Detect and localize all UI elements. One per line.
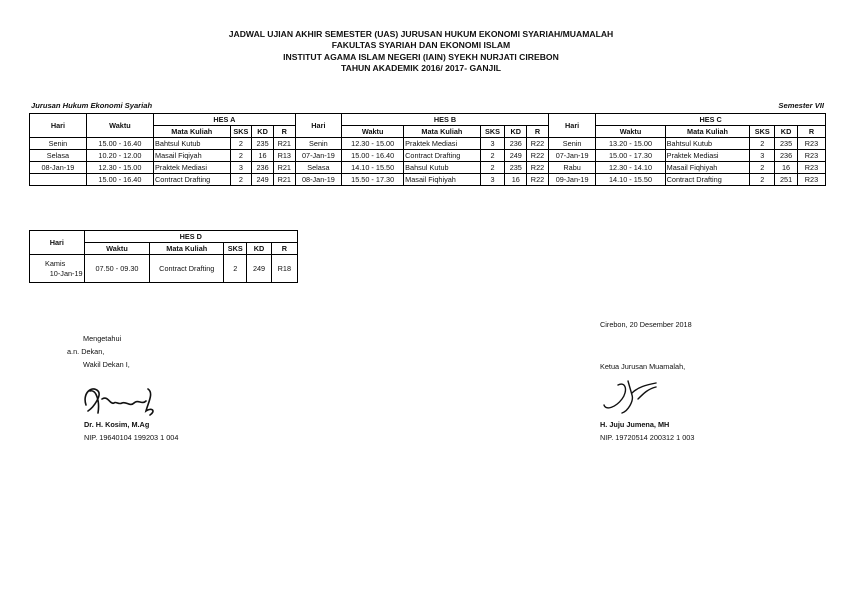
mk-cell: Masail Fiqhiyah: [404, 174, 480, 186]
left-signer-name: Dr. H. Kosim, M.Ag: [84, 420, 150, 429]
hari-cell: [30, 255, 85, 283]
group-hes-c: HES C: [596, 114, 826, 126]
semester-label: Semester VII: [778, 101, 824, 110]
kd-cell: 249: [252, 174, 274, 186]
sks-cell: 3: [480, 174, 505, 186]
sks-cell: 2: [750, 138, 775, 150]
col-kd-d: KD: [247, 243, 271, 255]
kd-cell: 236: [252, 162, 274, 174]
col-sks-a: SKS: [230, 126, 252, 138]
kd-cell: 236: [775, 150, 798, 162]
table-row: [30, 255, 298, 283]
kd-cell: 249: [247, 255, 271, 283]
document-header: [0, 29, 842, 75]
col-mk-c: Mata Kuliah: [665, 126, 750, 138]
title-line-1: JADWAL UJIAN AKHIR SEMESTER (UAS) JURUSAN HUKUM EKONOMI SYARIAH/MUAMALAH: [228, 29, 614, 39]
mk-cell: Bahsul Kutub: [404, 162, 480, 174]
col-r-d: R: [271, 243, 297, 255]
col-waktu-a: Waktu: [86, 114, 153, 138]
ketua-jurusan-title: Ketua Jurusan Muamalah,: [600, 362, 686, 371]
sks-cell: 2: [230, 150, 252, 162]
col-mk-a: Mata Kuliah: [154, 126, 230, 138]
mengetahui-text: Mengetahui: [83, 334, 122, 343]
col-sks-b: SKS: [480, 126, 505, 138]
col-hari-c: Hari: [548, 114, 596, 138]
mk-cell: Contract Drafting: [150, 255, 224, 283]
mk-cell: Contract Drafting: [154, 174, 230, 186]
sks-cell: 3: [480, 138, 505, 150]
col-r-c: R: [797, 126, 825, 138]
group-hes-b: HES B: [342, 114, 549, 126]
hari-cell: 07-Jan-19: [548, 150, 596, 162]
waktu-cell: 14.10 - 15.50: [596, 174, 665, 186]
table-row: [30, 138, 826, 150]
sks-cell: 2: [230, 174, 252, 186]
col-kd-c: KD: [775, 126, 798, 138]
kd-cell: 251: [775, 174, 798, 186]
left-signature-block: [67, 332, 130, 371]
title-line-4: TAHUN AKADEMIK 2016/ 2017- GANJIL: [341, 63, 501, 74]
col-kd-b: KD: [505, 126, 527, 138]
waktu-cell: 12.30 - 15.00: [342, 138, 404, 150]
place-date: Cirebon, 20 Desember 2018: [600, 320, 692, 329]
col-hari-d: Hari: [30, 231, 85, 255]
waktu-cell: 15.00 - 16.40: [86, 174, 153, 186]
col-waktu-b: Waktu: [342, 126, 404, 138]
waktu-cell: 15.50 - 17.30: [342, 174, 404, 186]
sks-cell: 2: [750, 174, 775, 186]
col-waktu-d: Waktu: [84, 243, 150, 255]
signature-image-left: [80, 381, 162, 421]
r-cell: R13: [273, 150, 295, 162]
sks-cell: 2: [230, 138, 252, 150]
r-cell: R23: [797, 138, 825, 150]
mk-cell: Praktek Mediasi: [665, 150, 750, 162]
r-cell: R23: [797, 174, 825, 186]
group-hes-d: HES D: [84, 231, 297, 243]
waktu-cell: 10.20 - 12.00: [86, 150, 153, 162]
waktu-cell: 15.00 - 16.40: [86, 138, 153, 150]
signature-image-right: [598, 377, 664, 417]
mk-cell: Contract Drafting: [665, 174, 750, 186]
sks-cell: 2: [480, 150, 505, 162]
r-cell: R23: [797, 162, 825, 174]
kd-cell: 235: [775, 138, 798, 150]
sks-cell: 3: [230, 162, 252, 174]
left-signer-nip: NIP. 19640104 199203 1 004: [84, 433, 179, 442]
hari-cell: Rabu: [548, 162, 596, 174]
hari-cell: [30, 174, 87, 186]
kd-cell: 235: [252, 138, 274, 150]
table-row: [30, 174, 826, 186]
schedule-table-abc: [29, 113, 826, 186]
wakil-dekan-text: Wakil Dekan I,: [83, 360, 130, 369]
r-cell: R18: [271, 255, 297, 283]
group-hes-a: HES A: [154, 114, 296, 126]
waktu-cell: 15.00 - 16.40: [342, 150, 404, 162]
kd-cell: 249: [505, 150, 527, 162]
col-mk-b: Mata Kuliah: [404, 126, 480, 138]
schedule-table-hes-d: [29, 230, 298, 283]
waktu-cell: 14.10 - 15.50: [342, 162, 404, 174]
title-line-3: INSTITUT AGAMA ISLAM NEGERI (IAIN) SYEKH NURJATI CIREBON: [283, 51, 559, 62]
kd-cell: 236: [505, 138, 527, 150]
hari-cell: Senin: [295, 138, 342, 150]
r-cell: R21: [273, 162, 295, 174]
mk-cell: Masail Fiqhiyah: [665, 162, 750, 174]
hari-day: Kamis: [45, 258, 66, 268]
col-hari-b: Hari: [295, 114, 342, 138]
hari-cell: 09-Jan-19: [548, 174, 596, 186]
mk-cell: Bahtsul Kutub: [665, 138, 750, 150]
jurusan-label: Jurusan Hukum Ekonomi Syariah: [31, 101, 153, 110]
kd-cell: 16: [252, 150, 274, 162]
kd-cell: 16: [505, 174, 527, 186]
hari-date: 10-Jan-19: [49, 268, 83, 278]
hari-cell: 07-Jan-19: [295, 150, 342, 162]
hari-cell: 08-Jan-19: [30, 162, 87, 174]
sks-cell: 2: [480, 162, 505, 174]
hari-cell: Selasa: [30, 150, 87, 162]
col-r-a: R: [273, 126, 295, 138]
table-row: [30, 150, 826, 162]
col-hari-a: Hari: [30, 114, 87, 138]
r-cell: R22: [527, 138, 549, 150]
hari-cell: Senin: [30, 138, 87, 150]
col-kd-a: KD: [252, 126, 274, 138]
col-mk-d: Mata Kuliah: [150, 243, 224, 255]
right-signer-name: H. Juju Jumena, MH: [600, 420, 670, 429]
mk-cell: Praktek Mediasi: [404, 138, 480, 150]
right-signer-nip: NIP. 19720514 200312 1 003: [600, 433, 695, 442]
title-line-2: FAKULTAS SYARIAH DAN EKONOMI ISLAM: [331, 40, 511, 51]
r-cell: R22: [527, 174, 549, 186]
waktu-cell: 07.50 - 09.30: [84, 255, 150, 283]
waktu-cell: 12.30 - 14.10: [596, 162, 665, 174]
sks-cell: 3: [750, 150, 775, 162]
r-cell: R22: [527, 162, 549, 174]
col-sks-c: SKS: [750, 126, 775, 138]
sks-cell: 2: [224, 255, 247, 283]
r-cell: R21: [273, 174, 295, 186]
kd-cell: 235: [505, 162, 527, 174]
kd-cell: 16: [775, 162, 798, 174]
table-row: [30, 162, 826, 174]
mk-cell: Masail Fiqiyah: [154, 150, 230, 162]
hari-cell: Senin: [548, 138, 596, 150]
mk-cell: Praktek Mediasi: [154, 162, 230, 174]
r-cell: R21: [273, 138, 295, 150]
mk-cell: Contract Drafting: [404, 150, 480, 162]
r-cell: R22: [527, 150, 549, 162]
col-sks-d: SKS: [224, 243, 247, 255]
an-dekan-text: a.n. Dekan,: [67, 347, 105, 356]
mk-cell: Bahtsul Kutub: [154, 138, 230, 150]
hari-cell: 08-Jan-19: [295, 174, 342, 186]
col-waktu-c: Waktu: [596, 126, 665, 138]
waktu-cell: 13.20 - 15.00: [596, 138, 665, 150]
sks-cell: 2: [750, 162, 775, 174]
waktu-cell: 15.00 - 17.30: [596, 150, 665, 162]
r-cell: R23: [797, 150, 825, 162]
hari-cell: Selasa: [295, 162, 342, 174]
waktu-cell: 12.30 - 15.00: [86, 162, 153, 174]
col-r-b: R: [527, 126, 549, 138]
